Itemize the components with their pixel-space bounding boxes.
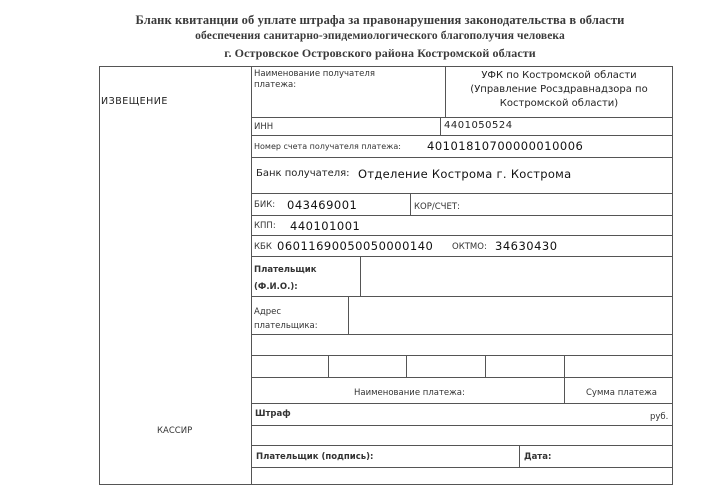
form-title-line-2: обеспечения санитарно-эпидемиологического благополучия человека (195, 30, 565, 42)
inn-label: ИНН (254, 122, 274, 132)
notice-label: ИЗВЕЩЕНИЕ (101, 96, 168, 107)
fine-label: Штраф (255, 409, 291, 419)
oktmo-value: 34630430 (495, 239, 558, 253)
payer-fio-label: (Ф.И.О.): (254, 282, 298, 292)
kbk-value: 06011690050050000140 (277, 239, 434, 253)
date-label: Дата: (524, 452, 552, 462)
oktmo-label: ОКТМО: (452, 242, 487, 252)
recipient-name-label-2: платежа: (254, 80, 297, 90)
payer-label: Плательщик (254, 265, 317, 275)
kpp-value: 440101001 (290, 219, 361, 233)
bik-label: БИК: (254, 200, 276, 210)
payer-address-label: Адрес (254, 307, 281, 317)
inn-value: 4401050524 (444, 120, 513, 131)
corr-account-label: КОР/СЧЕТ: (414, 202, 460, 212)
bank-label: Банк получателя: (256, 168, 350, 179)
recipient-name-line-2: (Управление Росздравнадзора по (470, 84, 648, 95)
form-title-line-3: г. Островское Островского района Костромской области (224, 46, 536, 60)
recipient-name-line-3: Костромской области) (499, 98, 619, 109)
bik-value: 043469001 (287, 198, 358, 212)
recipient-name-label: Наименование получателя (254, 69, 375, 79)
payment-name-header: Наименование платежа: (354, 388, 465, 398)
recipient-name-line-1: УФК по Костромской области (481, 70, 637, 81)
payer-signature-label: Плательщик (подпись): (256, 452, 374, 462)
kbk-label: КБК (254, 242, 272, 252)
bank-value: Отделение Кострома г. Кострома (358, 167, 572, 181)
form-title-line-1: Бланк квитанции об уплате штрафа за правонарушения законодательства в области (135, 13, 625, 27)
kpp-label: КПП: (254, 221, 276, 231)
currency-label: руб. (650, 412, 669, 422)
account-label: Номер счета получателя платежа: (254, 142, 401, 151)
account-value: 40101810700000010006 (427, 139, 584, 153)
payment-sum-header: Сумма платежа (586, 388, 657, 398)
cashier-label: КАССИР (157, 426, 193, 436)
payer-address-label-2: плательщика: (254, 321, 318, 331)
